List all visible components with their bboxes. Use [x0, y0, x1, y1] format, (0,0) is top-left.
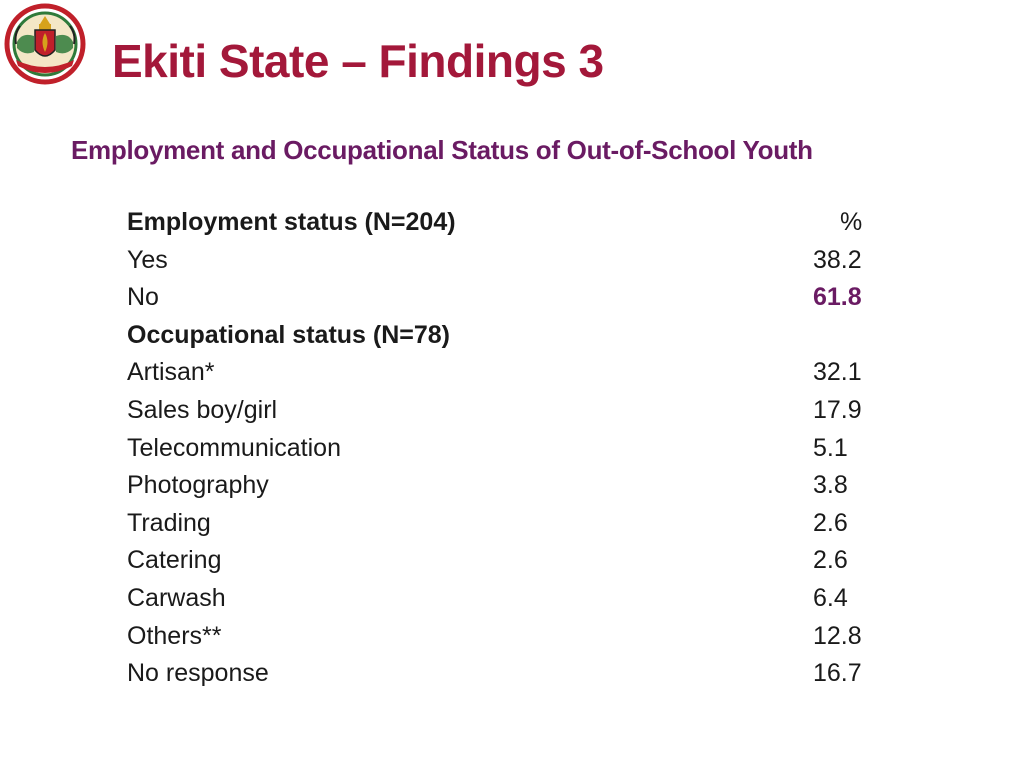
table-row	[127, 242, 887, 280]
row-label: Carwash	[127, 583, 226, 612]
row-label: Catering	[127, 546, 222, 575]
findings-table	[127, 204, 887, 693]
row-value: 2.6	[813, 508, 848, 537]
table-row	[127, 430, 887, 468]
table-row	[127, 467, 887, 505]
table-row	[127, 618, 887, 656]
row-label: Artisan*	[127, 358, 215, 387]
row-value: 2.6	[813, 546, 848, 575]
row-label: Others**	[127, 621, 222, 650]
percent-column-header: %	[840, 208, 863, 236]
row-label: Sales boy/girl	[127, 395, 278, 424]
row-label: Telecommunication	[127, 433, 341, 462]
row-value: 16.7	[813, 659, 862, 688]
table-row	[127, 655, 887, 693]
row-value: 38.2	[813, 245, 862, 274]
row-value: 5.1	[813, 433, 848, 462]
employment-status-header-row	[127, 204, 887, 242]
table-row	[127, 542, 887, 580]
table-row	[127, 580, 887, 618]
row-label: No	[127, 283, 159, 312]
occupational-status-header: Occupational status (N=78)	[127, 320, 450, 349]
slide-subtitle: Employment and Occupational Status of Out-of-School Youth	[71, 135, 813, 165]
row-value: 32.1	[813, 358, 862, 387]
row-value: 3.8	[813, 471, 848, 500]
row-value: 6.4	[813, 583, 848, 612]
table-row	[127, 354, 887, 392]
table-row	[127, 392, 887, 430]
coat-of-arms-icon	[2, 2, 88, 86]
row-label: Photography	[127, 471, 269, 500]
coat-of-arms-logo	[2, 2, 88, 86]
occupational-status-header-row	[127, 317, 887, 355]
employment-status-header: Employment status (N=204)	[127, 208, 456, 236]
slide-title: Ekiti State – Findings 3	[112, 35, 604, 87]
row-label: No response	[127, 659, 269, 688]
row-value: 17.9	[813, 395, 862, 424]
row-label: Yes	[127, 245, 168, 274]
table-row	[127, 505, 887, 543]
row-value: 12.8	[813, 621, 862, 650]
table-row	[127, 279, 887, 317]
row-value-highlighted: 61.8	[813, 283, 862, 312]
row-label: Trading	[127, 508, 211, 537]
